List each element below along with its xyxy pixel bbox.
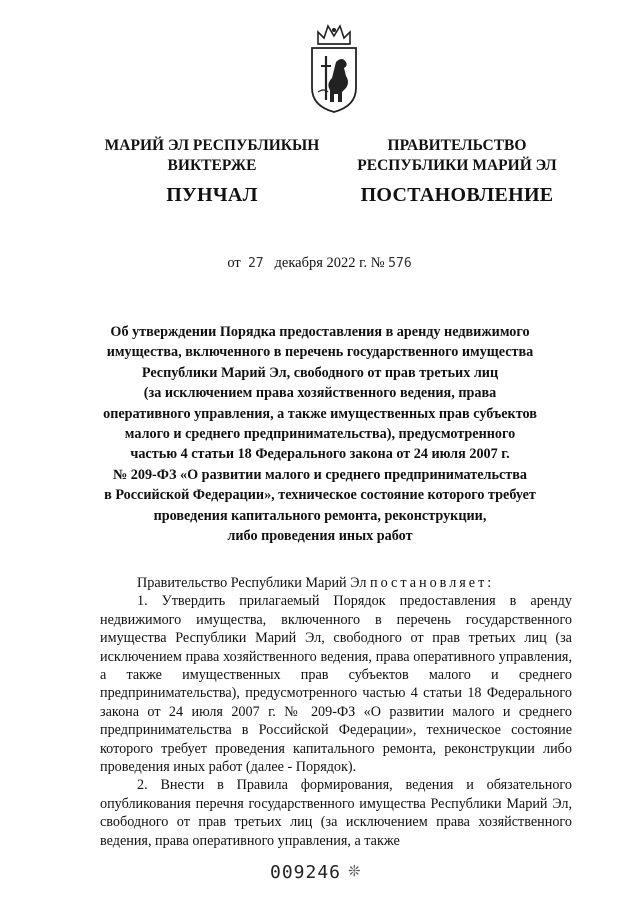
header-right-doctype: ПОСТАНОВЛЕНИЕ <box>360 184 554 206</box>
document-number: 576 <box>388 256 412 271</box>
title-line: (за исключением права хозяйственного ведения, права <box>143 385 497 402</box>
date-prefix: от <box>227 255 241 271</box>
header-left <box>96 136 328 208</box>
body-intro-verb: постановляет: <box>369 575 495 591</box>
title-line: № 209-ФЗ «О развитии малого и среднего предпринимательства <box>112 466 528 483</box>
date-month-year: декабря 2022 г. № <box>274 255 385 271</box>
header-right <box>352 136 562 208</box>
header-right-line2: РЕСПУБЛИКИ МАРИЙ ЭЛ <box>357 157 557 174</box>
header-left-line2: ВИКТЕРЖЕ <box>167 157 257 174</box>
date-line <box>0 255 639 272</box>
title-line: оперативного управления, а также имущественных прав субъектов <box>103 405 537 422</box>
header-right-line1: ПРАВИТЕЛЬСТВО <box>387 137 527 154</box>
serial-number: 009246 <box>270 862 342 883</box>
body-intro-text: Правительство Республики Марий Эл <box>137 575 370 591</box>
title-line: либо проведения иных работ <box>227 528 413 545</box>
header-left-doctype: ПУНЧАЛ <box>166 184 258 206</box>
title-line: малого и среднего предпринимательства), предусмотренного <box>124 426 516 443</box>
body-intro <box>100 574 572 592</box>
title-line: Республики Марий Эл, свободного от прав третьих лиц <box>141 364 499 381</box>
header-left-line1: МАРИЙ ЭЛ РЕСПУБЛИКЫН <box>104 137 320 154</box>
title-line: частью 4 статьи 18 Федерального закона от 24 июля 2007 г. <box>130 446 510 463</box>
body-paragraph-2: 2. Внести в Правила формирования, ведения и обязательного опубликования перечня государственного имущества Республики Марий Эл, свободного от прав третьих лиц (за исключением права хозяйственного ведения, права оперативного управления, а также <box>100 777 572 849</box>
coat-of-arms-icon <box>306 22 362 114</box>
title-line: проведения капитального ремонта, реконструкции, <box>153 507 487 524</box>
title-line: Об утверждении Порядка предоставления в аренду недвижимого <box>110 324 530 340</box>
title-line: в Российской Федерации», техническое состояние которого требует <box>104 487 536 504</box>
document-body <box>100 574 572 850</box>
date-day: 27 <box>247 256 264 271</box>
title-line: имущества, включенного в перечень государственного имущества <box>106 344 534 361</box>
ornament-mark-icon: ❊ <box>348 864 361 880</box>
body-paragraph-1: 1. Утвердить прилагаемый Порядок предоставления в аренду недвижимого имущества, включенного в перечень государственного имущества Республики Марий Эл, свободного от прав третьих лиц (за исключением права хозяйственного ведения, права оперативного управления, а также имущественных прав субъектов малого и среднего предпринимательства), предусмотренного частью 4 статьи 18 Федерального закона от 24 июля 2007 г. № 209-ФЗ «О развитии малого и среднего предпринимательства в Российской Федерации», техническое состояние которого требует проведения капитального ремонта, реконструкции либо проведения иных работ (далее - Порядок). <box>100 593 572 776</box>
document-title <box>90 322 550 546</box>
